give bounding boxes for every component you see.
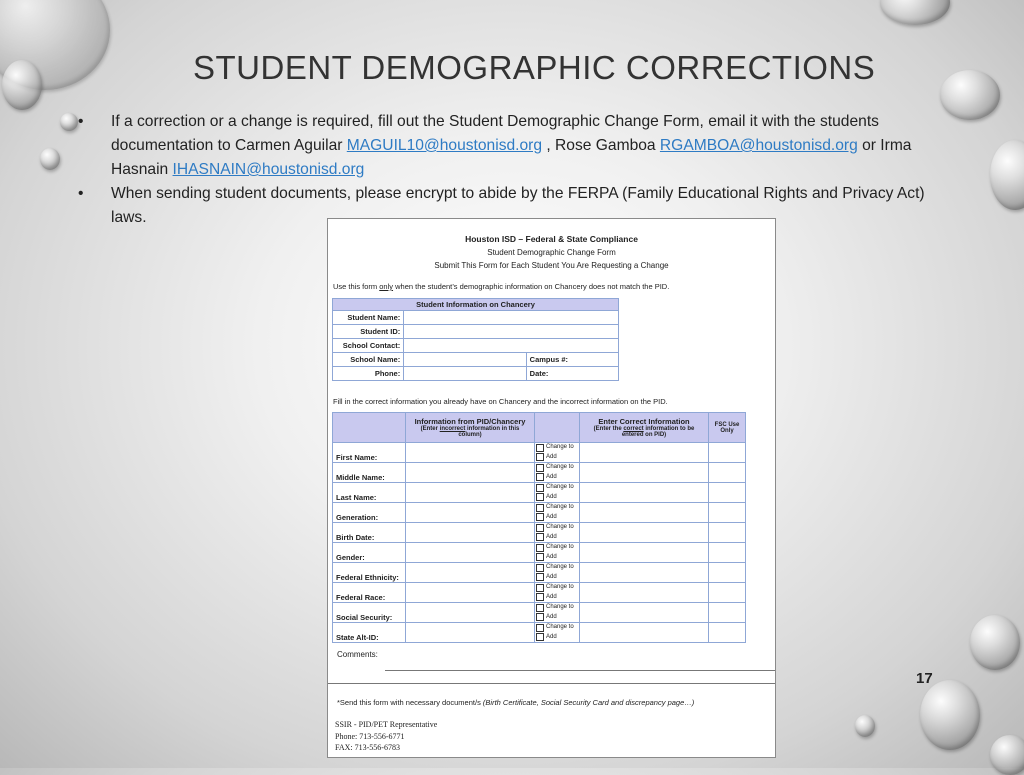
correction-row-label: Birth Date:	[333, 523, 406, 543]
change-type-cell	[535, 523, 580, 543]
fsc-cell	[709, 483, 746, 503]
send-note-documents: (Birth Certificate, Social Security Card and discrepancy page…)	[482, 698, 695, 707]
change-to-option[interactable]	[536, 603, 578, 613]
checkbox-icon[interactable]	[536, 484, 544, 492]
add-label: Add	[546, 593, 557, 600]
add-option[interactable]	[536, 633, 578, 643]
correction-row-label: Middle Name:	[333, 463, 406, 483]
change-to-label: Change to	[546, 444, 574, 450]
correct-info-cell	[580, 563, 709, 583]
fsc-cell	[709, 583, 746, 603]
form-header-title: Student Demographic Change Form	[487, 248, 616, 257]
change-to-option[interactable]	[536, 623, 578, 633]
checkbox-icon[interactable]	[536, 633, 544, 641]
add-label: Add	[546, 453, 557, 460]
add-option[interactable]	[536, 513, 578, 523]
slide-title: STUDENT DEMOGRAPHIC CORRECTIONS	[193, 49, 876, 86]
pid-info-cell	[406, 563, 535, 583]
pid-info-cell	[406, 583, 535, 603]
school-name-field	[404, 353, 526, 367]
add-option[interactable]	[536, 593, 578, 603]
fsc-header: FSC Use Only	[709, 413, 746, 443]
add-option[interactable]	[536, 473, 578, 483]
pid-info-cell	[406, 623, 535, 643]
checkbox-icon[interactable]	[536, 553, 544, 561]
correct-info-cell	[580, 463, 709, 483]
comments-line	[328, 683, 775, 684]
change-type-cell	[535, 603, 580, 623]
change-to-label: Change to	[546, 484, 574, 490]
student-id-label: Student ID:	[333, 325, 404, 339]
water-drop-decoration	[990, 735, 1024, 775]
fsc-cell	[709, 543, 746, 563]
bullet-text: or Irma Hasnain	[111, 137, 912, 178]
student-id-field	[404, 325, 619, 339]
email-link-ihasnain[interactable]: IHASNAIN@houstonisd.org	[172, 161, 365, 178]
correction-row-label: Federal Race:	[333, 583, 406, 603]
correction-row	[333, 623, 746, 643]
fsc-cell	[709, 523, 746, 543]
student-name-field	[404, 311, 619, 325]
checkbox-icon[interactable]	[536, 564, 544, 572]
change-type-cell	[535, 443, 580, 463]
contact-phone: Phone: 713-556-6771	[335, 731, 405, 741]
water-drop-decoration	[990, 140, 1024, 210]
correct-info-cell	[580, 503, 709, 523]
contact-name: SSIR - PID/PET Representative	[335, 720, 438, 729]
form-intro	[333, 282, 669, 291]
change-type-header	[535, 413, 580, 443]
comments-line	[385, 670, 775, 671]
add-label: Add	[546, 493, 557, 500]
change-to-label: Change to	[546, 584, 574, 590]
correction-row-label: Federal Ethnicity:	[333, 563, 406, 583]
pid-info-cell	[406, 543, 535, 563]
pid-info-header-sub	[409, 426, 531, 438]
fsc-cell	[709, 503, 746, 523]
change-to-label: Change to	[546, 504, 574, 510]
add-label: Add	[546, 533, 557, 540]
form-header-org: Houston ISD – Federal & State Compliance	[465, 234, 638, 244]
checkbox-icon[interactable]	[536, 444, 544, 452]
checkbox-icon[interactable]	[536, 624, 544, 632]
correction-row	[333, 523, 746, 543]
correction-row-label: Social Security:	[333, 603, 406, 623]
change-to-label: Change to	[546, 604, 574, 610]
correction-row-label: Generation:	[333, 503, 406, 523]
change-type-cell	[535, 543, 580, 563]
change-to-label: Change to	[546, 464, 574, 470]
send-note-text: *Send this form with necessary document/s	[337, 698, 483, 707]
change-to-option[interactable]	[536, 443, 578, 453]
change-type-cell	[535, 583, 580, 603]
change-to-label: Change to	[546, 524, 574, 530]
checkbox-icon[interactable]	[536, 493, 544, 501]
correction-row	[333, 443, 746, 463]
header-sub-emphasis: correct	[623, 426, 644, 432]
change-type-cell	[535, 503, 580, 523]
campus-label: Campus #:	[526, 353, 618, 367]
change-to-option[interactable]	[536, 583, 578, 593]
change-to-option[interactable]	[536, 503, 578, 513]
checkbox-icon[interactable]	[536, 513, 544, 521]
pid-info-cell	[406, 503, 535, 523]
water-drop-decoration	[940, 70, 1000, 120]
add-option[interactable]	[536, 453, 578, 463]
fsc-cell	[709, 623, 746, 643]
correction-row	[333, 483, 746, 503]
bullet-list	[78, 110, 948, 230]
add-option[interactable]	[536, 613, 578, 623]
add-label: Add	[546, 613, 557, 620]
correction-row-label: State Alt-ID:	[333, 623, 406, 643]
fsc-cell	[709, 443, 746, 463]
bullet-text: If a correction or a change is required, fill out the Student Demographic Change Form, email it with the students documentation to Carmen Aguilar	[111, 113, 879, 154]
change-to-option[interactable]	[536, 463, 578, 473]
change-type-cell	[535, 483, 580, 503]
add-label: Add	[546, 513, 557, 520]
correct-info-cell	[580, 483, 709, 503]
form-header	[328, 233, 775, 272]
checkbox-icon[interactable]	[536, 573, 544, 581]
pid-info-cell	[406, 523, 535, 543]
bullet-marker: •	[78, 185, 84, 202]
add-label: Add	[546, 573, 557, 580]
change-to-label: Change to	[546, 624, 574, 630]
fsc-cell	[709, 463, 746, 483]
correct-info-header-sub	[583, 426, 705, 438]
correct-info-cell	[580, 583, 709, 603]
correct-info-cell	[580, 543, 709, 563]
correction-row	[333, 563, 746, 583]
change-to-option[interactable]	[536, 563, 578, 573]
pid-info-cell	[406, 463, 535, 483]
pid-info-header	[406, 413, 535, 443]
correction-table	[332, 412, 746, 643]
checkbox-icon[interactable]	[536, 593, 544, 601]
correct-info-header-title: Enter Correct Information	[598, 417, 690, 426]
water-drop-decoration	[855, 715, 875, 737]
page-number: 17	[916, 670, 933, 687]
change-to-label: Change to	[546, 564, 574, 570]
water-drop-decoration	[2, 60, 42, 110]
student-info-title: Student Information on Chancery	[333, 299, 619, 311]
intro-text: Use this form	[333, 282, 380, 291]
checkbox-icon[interactable]	[536, 613, 544, 621]
change-form-image	[327, 218, 776, 758]
date-label: Date:	[526, 367, 618, 381]
correction-row	[333, 583, 746, 603]
water-drop-decoration	[60, 113, 78, 131]
correction-row-label: Last Name:	[333, 483, 406, 503]
checkbox-icon[interactable]	[536, 604, 544, 612]
pid-info-cell	[406, 603, 535, 623]
correction-row-label: First Name:	[333, 443, 406, 463]
student-name-label: Student Name:	[333, 311, 404, 325]
add-option[interactable]	[536, 533, 578, 543]
checkbox-icon[interactable]	[536, 473, 544, 481]
change-to-label: Change to	[546, 544, 574, 550]
add-option[interactable]	[536, 553, 578, 563]
comments-label: Comments:	[337, 650, 378, 659]
phone-field	[404, 367, 526, 381]
change-to-option[interactable]	[536, 543, 578, 553]
pid-info-cell	[406, 443, 535, 463]
change-type-cell	[535, 623, 580, 643]
correct-info-header	[580, 413, 709, 443]
checkbox-icon[interactable]	[536, 533, 544, 541]
bullet-marker: •	[78, 113, 84, 130]
send-instruction	[337, 698, 694, 707]
add-option[interactable]	[536, 493, 578, 503]
checkbox-icon[interactable]	[536, 584, 544, 592]
correction-row	[333, 463, 746, 483]
add-label: Add	[546, 473, 557, 480]
email-link-maguil10[interactable]: MAGUIL10@houstonisd.org	[346, 137, 543, 154]
correct-info-cell	[580, 603, 709, 623]
change-type-cell	[535, 563, 580, 583]
change-to-option[interactable]	[536, 483, 578, 493]
correct-info-cell	[580, 623, 709, 643]
form-header-instruction: Submit This Form for Each Student You Are Requesting a Change	[434, 261, 669, 270]
header-sub-text: (Enter	[420, 426, 440, 432]
fsc-cell	[709, 563, 746, 583]
add-option[interactable]	[536, 573, 578, 583]
school-contact-label: School Contact:	[333, 339, 404, 353]
checkbox-icon[interactable]	[536, 544, 544, 552]
contact-fax: FAX: 713-556-6783	[335, 743, 400, 752]
checkbox-icon[interactable]	[536, 453, 544, 461]
checkbox-icon[interactable]	[536, 524, 544, 532]
bullet-text: , Rose Gamboa	[542, 137, 660, 154]
phone-label: Phone:	[333, 367, 404, 381]
correction-row	[333, 543, 746, 563]
bullet-text: When sending student documents, please encrypt to abide by the FERPA (Family Educational Rights and Privacy Act) laws.	[111, 185, 925, 226]
checkbox-icon[interactable]	[536, 504, 544, 512]
intro-text: when the student’s demographic information on Chancery does not match the PID.	[393, 282, 670, 291]
pid-info-header-title: Information from PID/Chancery	[414, 417, 526, 426]
school-name-label: School Name:	[333, 353, 404, 367]
correction-row	[333, 503, 746, 523]
checkbox-icon[interactable]	[536, 464, 544, 472]
field-label-header	[333, 413, 406, 443]
student-info-table	[332, 298, 619, 381]
correction-row-label: Gender:	[333, 543, 406, 563]
contact-block	[335, 719, 437, 754]
email-link-rgamboa[interactable]: RGAMBOA@houstonisd.org	[659, 137, 858, 154]
water-drop-decoration	[880, 0, 950, 25]
change-to-option[interactable]	[536, 523, 578, 533]
fill-instruction: Fill in the correct information you already have on Chancery and the incorrect information on the PID.	[333, 397, 668, 406]
pid-info-cell	[406, 483, 535, 503]
change-type-cell	[535, 463, 580, 483]
correction-row	[333, 603, 746, 623]
school-contact-field	[404, 339, 619, 353]
add-label: Add	[546, 633, 557, 640]
intro-emphasis: only	[379, 282, 394, 291]
water-drop-decoration	[970, 615, 1020, 670]
header-sub-text: information to be entered on PID)	[621, 426, 695, 438]
header-sub-text: (Enter the	[593, 426, 624, 432]
water-drop-decoration	[920, 680, 980, 750]
header-sub-emphasis: incorrect	[439, 426, 466, 432]
add-label: Add	[546, 553, 557, 560]
correct-info-cell	[580, 523, 709, 543]
bullet-item	[78, 110, 948, 182]
correct-info-cell	[580, 443, 709, 463]
fsc-cell	[709, 603, 746, 623]
header-sub-text: information in this column)	[458, 426, 520, 438]
water-drop-decoration	[40, 148, 60, 170]
